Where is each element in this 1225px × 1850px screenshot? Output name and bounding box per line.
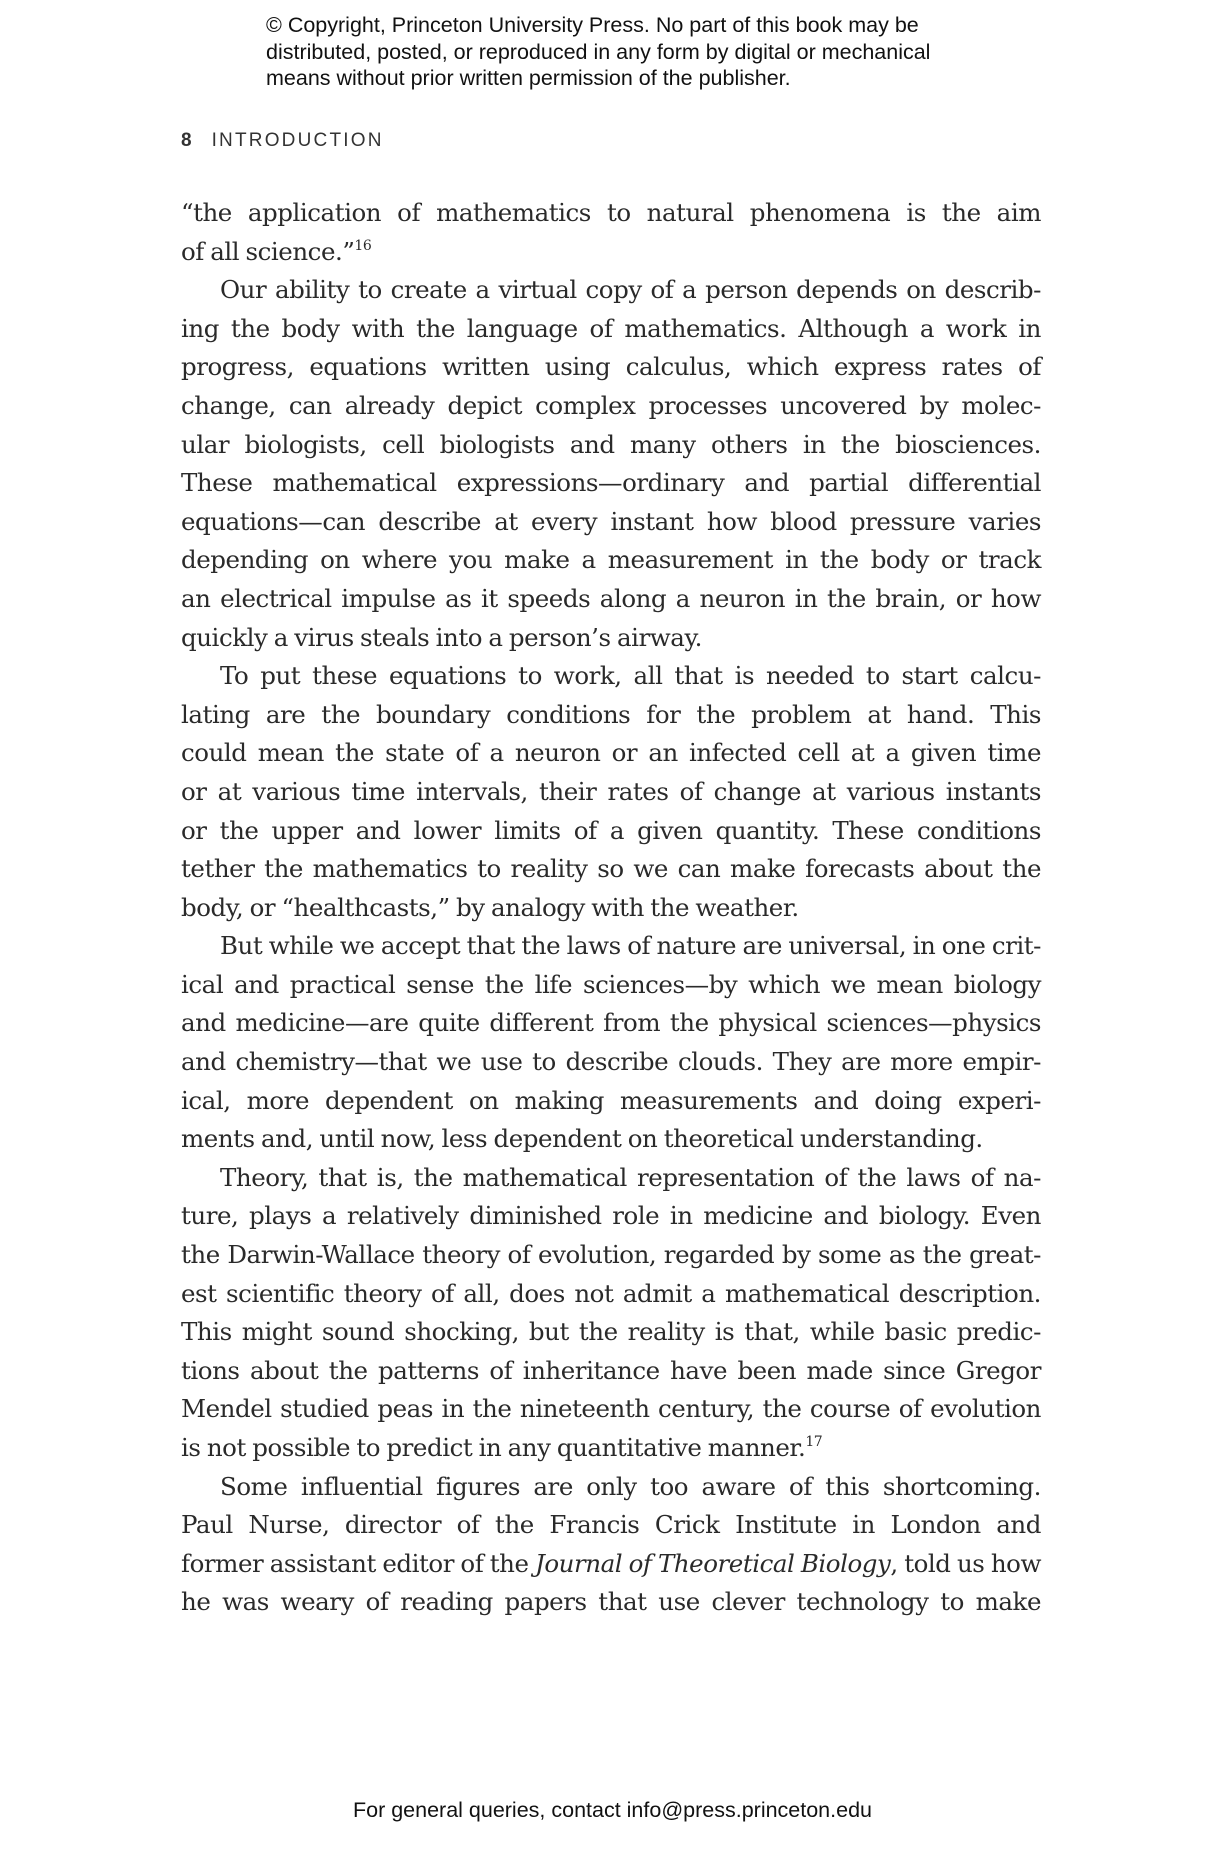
- text-line: Our ability to create a virtual copy of a person depends on describ-: [220, 275, 1041, 305]
- text-line: and chemistry—that we use to describe clouds. They are more empir-: [181, 1047, 1041, 1077]
- text-fragment: is not possible to predict in any quantitative manner.: [181, 1433, 806, 1462]
- text-line: equations—can describe at every instant how blood pressure varies: [181, 506, 1041, 536]
- copyright-line: distributed, posted, or reproduced in any form by digital or mechanical: [266, 39, 931, 64]
- journal-title: Journal of Theoretical Biology: [535, 1548, 891, 1578]
- text-line: [181, 233, 1041, 272]
- text-line: ments and, until now, less dependent on theoretical understanding.: [181, 1124, 983, 1154]
- text-line: [181, 1545, 1041, 1584]
- text-fragment: , told us how: [890, 1548, 1042, 1578]
- text-line: change, can already depict complex processes uncovered by molec-: [181, 390, 1041, 420]
- text-line: [181, 1429, 1041, 1468]
- text-line: could mean the state of a neuron or an infected cell at a given time: [181, 738, 1041, 768]
- text-line: lating are the boundary conditions for the problem at hand. This: [181, 699, 1041, 729]
- text-line: quickly a virus steals into a person’s airway.: [181, 622, 702, 652]
- text-line: This might sound shocking, but the reality is that, while basic predic-: [181, 1317, 1041, 1347]
- text-line: But while we accept that the laws of nature are universal, in one crit-: [220, 931, 1041, 961]
- copyright-line: means without prior written permission of the publisher.: [266, 66, 791, 90]
- text-line: These mathematical expressions—ordinary and partial differential: [181, 468, 1041, 498]
- text-line: the Darwin-Wallace theory of evolution, regarded by some as the great-: [181, 1240, 1041, 1270]
- text-line: depending on where you make a measurement in the body or track: [181, 545, 1041, 575]
- running-head: [181, 130, 384, 152]
- text-line: body, or “healthcasts,” by analogy with the weather.: [181, 892, 799, 922]
- text-line: tether the mathematics to reality so we can make forecasts about the: [181, 854, 1041, 884]
- text-line: he was weary of reading papers that use clever technology to make: [181, 1587, 1041, 1617]
- text-line: Mendel studied peas in the nineteenth century, the course of evolution: [181, 1394, 1041, 1424]
- text-fragment: former assistant editor of the: [181, 1548, 535, 1578]
- text-line: and medicine—are quite different from the physical sciences—physics: [181, 1008, 1041, 1038]
- text-line: Theory, that is, the mathematical representation of the laws of na-: [220, 1162, 1041, 1192]
- text-line: est scientific theory of all, does not admit a mathematical description.: [181, 1278, 1041, 1308]
- section-title: INTRODUCTION: [211, 130, 384, 151]
- text-line: ical, more dependent on making measurements and doing experi-: [181, 1085, 1041, 1115]
- footnote-ref: 17: [805, 1434, 823, 1450]
- text-line: progress, equations written using calculus, which express rates of: [181, 352, 1041, 382]
- text-line: tions about the patterns of inheritance have been made since Gregor: [181, 1355, 1041, 1385]
- text-line: ular biologists, cell biologists and many others in the biosciences.: [181, 429, 1041, 459]
- copyright-notice: [266, 12, 986, 92]
- text-line: or at various time intervals, their rates of change at various instants: [181, 776, 1041, 806]
- copyright-line: © Copyright, Princeton University Press. No part of this book may be: [266, 13, 919, 37]
- text-line: or the upper and lower limits of a given quantity. These conditions: [181, 815, 1041, 845]
- text-line: ical and practical sense the life sciences—by which we mean biology: [181, 969, 1041, 999]
- text-line: ing the body with the language of mathematics. Although a work in: [181, 313, 1041, 343]
- text-line: an electrical impulse as it speeds along a neuron in the brain, or how: [181, 583, 1041, 613]
- page-number: 8: [181, 130, 192, 151]
- text-fragment: of all science.”: [181, 236, 355, 266]
- text-line: Paul Nurse, director of the Francis Crick Institute in London and: [181, 1510, 1041, 1540]
- footer-contact: For general queries, contact info@press.princeton.edu: [352, 1798, 872, 1822]
- text-line: “the application of mathematics to natural phenomena is the aim: [181, 198, 1041, 227]
- footnote-ref: 16: [354, 237, 372, 254]
- body-text: [181, 194, 1041, 1622]
- text-line: ture, plays a relatively diminished role in medicine and biology. Even: [181, 1201, 1041, 1231]
- text-line: To put these equations to work, all that is needed to start calcu-: [220, 661, 1041, 691]
- text-line: Some influential figures are only too aware of this shortcoming.: [220, 1471, 1041, 1501]
